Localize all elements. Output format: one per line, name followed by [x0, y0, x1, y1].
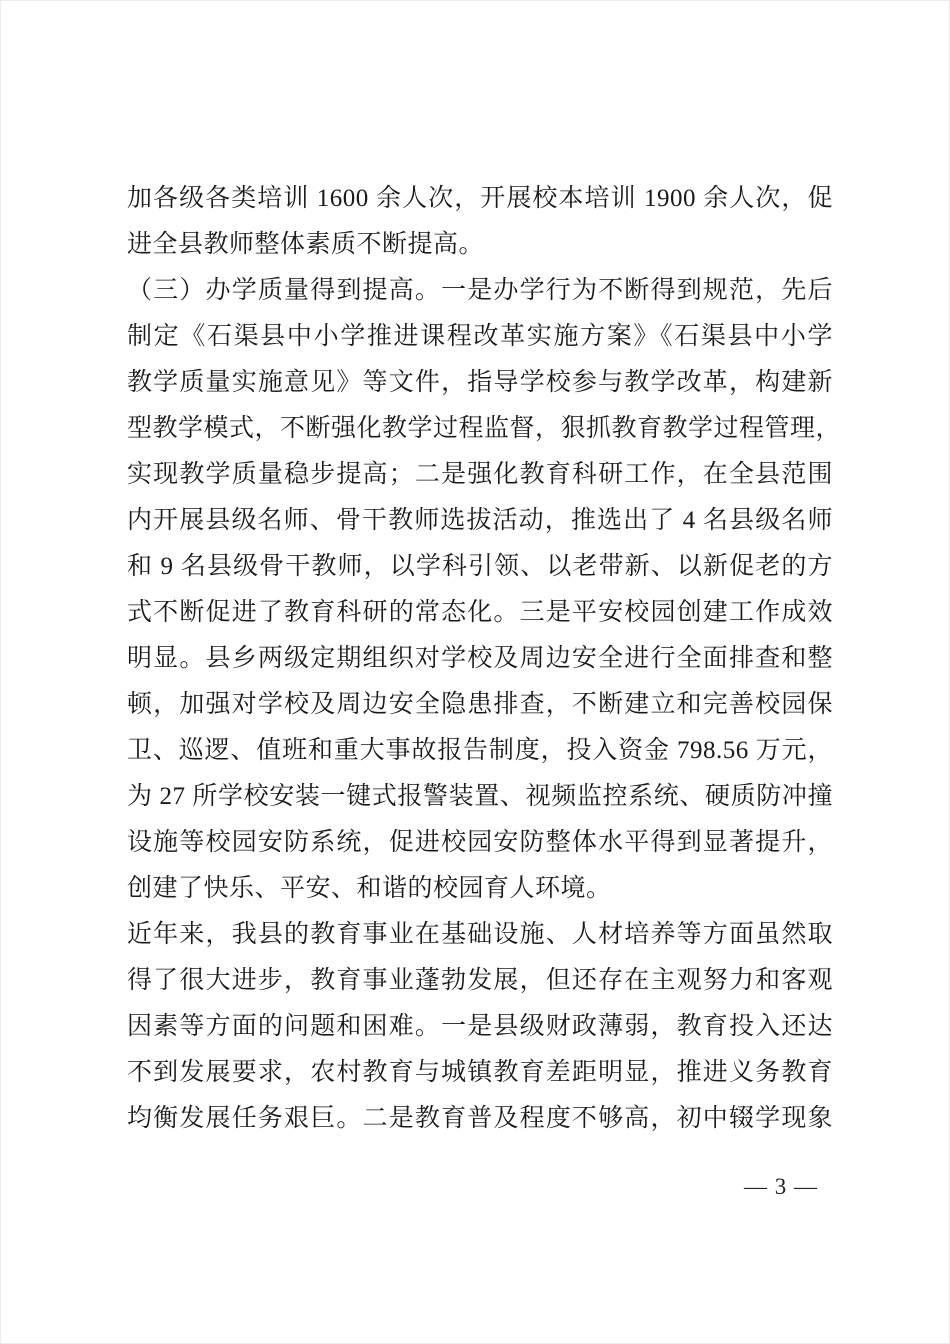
text-line: 卫、巡逻、值班和重大事故报告制度，投入资金 798.56 万元，: [127, 737, 833, 764]
text-line: 型教学模式，不断强化教学过程监督，狠抓教育教学过程管理，: [127, 415, 842, 442]
text-line: 为 27 所学校安装一键式报警装置、视频监控系统、硬质防冲撞: [127, 783, 833, 810]
text-line: 不到发展要求，农村教育与城镇教育差距明显，推进义务教育: [127, 1059, 833, 1086]
text-line: 创建了快乐、平安、和谐的校园育人环境。: [127, 875, 612, 902]
text-line: 近年来，我县的教育事业在基础设施、人材培养等方面虽然取: [127, 921, 833, 948]
text-line: 因素等方面的问题和困难。一是县级财政薄弱，教育投入还达: [127, 1013, 833, 1040]
text-line: 均衡发展任务艰巨。二是教育普及程度不够高，初中辍学现象: [127, 1105, 833, 1132]
text-run: 一是办学行为不断得到规范，先后: [441, 277, 833, 304]
text-line: 式不断促进了教育科研的常态化。三是平安校园创建工作成效: [127, 599, 833, 626]
text-line: [127, 268, 833, 314]
text-line: 设施等校园安防系统，促进校园安防整体水平得到显著提升，: [127, 829, 833, 856]
text-line: 得了很大进步，教育事业蓬勃发展，但还存在主观努力和客观: [127, 967, 833, 994]
text-line: 进全县教师整体素质不断提高。: [127, 231, 485, 258]
text-line: 内开展县级名师、骨干教师选拔活动，推选出了 4 名县级名师: [127, 507, 833, 534]
text-line: 和 9 名县级骨干教师，以学科引领、以老带新、以新促老的方: [127, 553, 833, 580]
text-line: 明显。县乡两级定期组织对学校及周边安全进行全面排查和整: [127, 645, 833, 672]
document-text-block: [127, 176, 842, 1142]
page-number: — 3 —: [744, 1174, 818, 1199]
text-line: 制定《石渠县中小学推进课程改革实施方案》《石渠县中小学: [127, 323, 833, 350]
text-line: 实现教学质量稳步提高；二是强化教育科研工作，在全县范围: [127, 461, 833, 488]
text-line: 顿，加强对学校及周边安全隐患排查，不断建立和完善校园保: [127, 691, 833, 718]
text-line: 教学质量实施意见》等文件，指导学校参与教学改革，构建新: [127, 369, 833, 396]
section-heading: （三）办学质量得到提高。: [127, 277, 442, 304]
text-line: 加各级各类培训 1600 余人次，开展校本培训 1900 余人次，促: [127, 185, 833, 212]
